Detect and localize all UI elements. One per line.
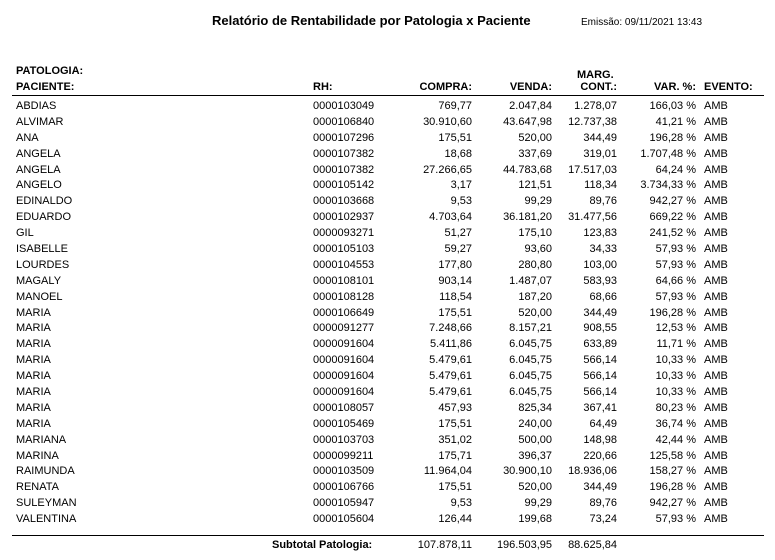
cell-compra: 769,77 — [438, 100, 472, 112]
subtotal-marg: 88.625,84 — [568, 539, 617, 551]
cell-marg-cont: 633,89 — [583, 338, 617, 351]
cell-compra: 903,14 — [438, 274, 472, 287]
cell-marg-cont: 344,49 — [583, 131, 617, 144]
cell-marg-cont: 908,55 — [583, 322, 617, 335]
cell-evento: AMB — [704, 370, 728, 383]
cell-marg-cont: 344,49 — [583, 306, 617, 319]
cell-venda: 520,00 — [518, 306, 552, 319]
cell-rh: 0000106840 — [313, 115, 375, 128]
cell-paciente: MARINA — [16, 449, 59, 462]
table-row — [0, 369, 775, 385]
cell-venda: 6.045,75 — [509, 338, 552, 351]
subtotal-divider — [12, 535, 764, 536]
cell-rh: 0000105947 — [313, 497, 375, 510]
cell-var-pct: 57,93 % — [655, 243, 696, 256]
cell-evento: AMB — [704, 274, 728, 287]
cell-paciente: ALVIMAR — [16, 115, 64, 128]
cell-var-pct: 942,27 % — [649, 195, 696, 208]
cell-marg-cont: 566,14 — [583, 370, 617, 383]
cell-var-pct: 57,93 % — [655, 513, 696, 526]
cell-rh: 0000102937 — [313, 211, 375, 224]
cell-var-pct: 10,33 % — [655, 354, 696, 367]
cell-paciente: MARIA — [16, 401, 51, 414]
table-row — [0, 274, 775, 290]
cell-venda: 99,29 — [524, 497, 552, 510]
cell-evento: AMB — [704, 163, 728, 176]
cell-paciente: LOURDES — [16, 258, 70, 271]
cell-marg-cont: 89,76 — [589, 195, 617, 208]
cell-paciente: RENATA — [16, 481, 59, 494]
cell-rh: 0000107382 — [313, 147, 375, 160]
cell-compra: 7.248,66 — [429, 322, 472, 335]
header-var: VAR. %: — [654, 81, 696, 93]
cell-var-pct: 80,23 % — [655, 401, 696, 414]
cell-paciente: MARIA — [16, 322, 51, 335]
table-row — [0, 306, 775, 322]
cell-var-pct: 196,28 % — [649, 306, 696, 319]
cell-venda: 6.045,75 — [509, 370, 552, 383]
table-row — [0, 480, 775, 496]
cell-compra: 51,27 — [444, 227, 472, 240]
cell-var-pct: 64,66 % — [655, 274, 696, 287]
header-paciente: PACIENTE: — [16, 81, 75, 93]
cell-marg-cont: 17.517,03 — [568, 163, 617, 176]
report-table-body — [0, 99, 775, 528]
header-divider — [12, 95, 764, 96]
cell-marg-cont: 566,14 — [583, 386, 617, 399]
cell-evento: AMB — [704, 258, 728, 271]
cell-compra: 9,53 — [450, 497, 472, 510]
cell-compra: 177,80 — [438, 258, 472, 271]
cell-rh: 0000105142 — [313, 179, 375, 192]
cell-venda: 93,60 — [524, 243, 552, 256]
cell-rh: 0000108057 — [313, 401, 375, 414]
cell-var-pct: 3.734,33 % — [640, 179, 696, 192]
cell-compra: 175,51 — [438, 131, 472, 144]
emission-date: Emissão: 09/11/2021 13:43 — [581, 17, 703, 28]
cell-evento: AMB — [704, 131, 728, 144]
cell-var-pct: 42,44 % — [655, 433, 696, 446]
cell-var-pct: 11,71 % — [656, 338, 696, 351]
cell-evento: AMB — [704, 100, 728, 112]
cell-marg-cont: 73,24 — [589, 513, 617, 526]
cell-marg-cont: 148,98 — [583, 433, 617, 446]
table-row — [0, 433, 775, 449]
cell-compra: 175,51 — [438, 481, 472, 494]
cell-venda: 520,00 — [518, 131, 552, 144]
cell-rh: 0000105604 — [313, 513, 375, 526]
cell-evento: AMB — [704, 497, 728, 510]
cell-evento: AMB — [704, 449, 728, 462]
table-row — [0, 449, 775, 465]
cell-venda: 825,34 — [518, 401, 552, 414]
cell-rh: 0000103703 — [313, 433, 375, 446]
cell-evento: AMB — [704, 290, 728, 303]
cell-compra: 27.266,65 — [423, 163, 472, 176]
table-row — [0, 163, 775, 179]
cell-paciente: SULEYMAN — [16, 497, 77, 510]
cell-var-pct: 12,53 % — [655, 322, 696, 335]
cell-rh: 0000107382 — [313, 163, 375, 176]
cell-var-pct: 125,58 % — [649, 449, 696, 462]
cell-venda: 30.900,10 — [503, 465, 552, 478]
cell-var-pct: 241,52 % — [649, 227, 696, 240]
cell-paciente: MARIA — [16, 338, 51, 351]
cell-var-pct: 166,03 % — [649, 100, 696, 112]
cell-compra: 175,51 — [438, 417, 472, 430]
cell-compra: 5.479,61 — [429, 386, 472, 399]
cell-rh: 0000093271 — [313, 227, 375, 240]
table-row — [0, 496, 775, 512]
table-row — [0, 321, 775, 337]
cell-rh: 0000106766 — [313, 481, 375, 494]
cell-rh: 0000103049 — [313, 100, 375, 112]
cell-venda: 199,68 — [518, 513, 552, 526]
cell-paciente: MARIA — [16, 354, 51, 367]
table-row — [0, 210, 775, 226]
cell-compra: 30.910,60 — [423, 115, 472, 128]
cell-marg-cont: 64,49 — [589, 417, 617, 430]
cell-venda: 43.647,98 — [503, 115, 552, 128]
cell-rh: 0000103509 — [313, 465, 375, 478]
cell-compra: 126,44 — [438, 513, 472, 526]
table-row — [0, 512, 775, 528]
cell-rh: 0000091604 — [313, 354, 375, 367]
cell-paciente: RAIMUNDA — [16, 465, 75, 478]
table-row — [0, 401, 775, 417]
cell-paciente: ANGELA — [16, 163, 61, 176]
table-row — [0, 464, 775, 480]
table-row — [0, 242, 775, 258]
cell-evento: AMB — [704, 513, 728, 526]
cell-evento: AMB — [704, 481, 728, 494]
cell-marg-cont: 118,34 — [584, 179, 617, 192]
report-header — [0, 13, 775, 31]
table-row — [0, 131, 775, 147]
report-title: Relatório de Rentabilidade por Patologia x Paciente — [212, 13, 531, 28]
cell-venda: 520,00 — [518, 481, 552, 494]
cell-evento: AMB — [704, 179, 728, 192]
cell-compra: 351,02 — [438, 433, 472, 446]
cell-marg-cont: 68,66 — [589, 290, 617, 303]
cell-var-pct: 158,27 % — [649, 465, 696, 478]
table-row — [0, 290, 775, 306]
cell-paciente: EDUARDO — [16, 211, 72, 224]
header-patologia: PATOLOGIA: — [16, 65, 84, 77]
cell-paciente: MARIANA — [16, 433, 67, 446]
cell-evento: AMB — [704, 115, 728, 128]
cell-venda: 187,20 — [518, 290, 552, 303]
cell-rh: 0000091277 — [313, 322, 375, 335]
cell-compra: 11.964,04 — [423, 465, 472, 478]
table-row — [0, 99, 775, 115]
cell-compra: 175,51 — [438, 306, 472, 319]
cell-paciente: VALENTINA — [16, 513, 77, 526]
cell-var-pct: 1.707,48 % — [640, 147, 696, 160]
cell-rh: 0000105103 — [313, 243, 375, 256]
cell-rh: 0000106649 — [313, 306, 375, 319]
cell-compra: 4.703,64 — [429, 211, 472, 224]
header-evento: EVENTO: — [704, 81, 753, 93]
table-row — [0, 178, 775, 194]
cell-marg-cont: 34,33 — [589, 243, 617, 256]
cell-marg-cont: 319,01 — [583, 147, 617, 160]
cell-venda: 175,10 — [518, 227, 552, 240]
subtotal-venda: 196.503,95 — [496, 539, 552, 551]
cell-var-pct: 64,24 % — [655, 163, 696, 176]
cell-paciente: GIL — [16, 227, 34, 240]
cell-rh: 0000108101 — [313, 274, 375, 287]
cell-evento: AMB — [704, 243, 728, 256]
cell-rh: 0000091604 — [313, 338, 375, 351]
cell-compra: 59,27 — [444, 243, 472, 256]
cell-venda: 8.157,21 — [509, 322, 552, 335]
cell-marg-cont: 367,41 — [583, 401, 617, 414]
cell-marg-cont: 123,83 — [583, 227, 617, 240]
cell-evento: AMB — [704, 433, 728, 446]
cell-evento: AMB — [704, 401, 728, 414]
cell-paciente: MANOEL — [16, 290, 63, 303]
cell-evento: AMB — [704, 147, 728, 160]
cell-evento: AMB — [704, 195, 728, 208]
header-compra: COMPRA: — [419, 81, 472, 93]
cell-paciente: MARIA — [16, 386, 51, 399]
cell-rh: 0000103668 — [313, 195, 375, 208]
cell-marg-cont: 89,76 — [589, 497, 617, 510]
cell-compra: 5.479,61 — [429, 354, 472, 367]
cell-venda: 1.487,07 — [509, 274, 552, 287]
table-row — [0, 258, 775, 274]
cell-evento: AMB — [704, 465, 728, 478]
cell-var-pct: 57,93 % — [655, 290, 696, 303]
cell-evento: AMB — [704, 211, 728, 224]
table-row — [0, 385, 775, 401]
cell-evento: AMB — [704, 417, 728, 430]
cell-evento: AMB — [704, 227, 728, 240]
cell-compra: 5.479,61 — [429, 370, 472, 383]
cell-marg-cont: 583,93 — [583, 274, 617, 287]
cell-paciente: MARIA — [16, 370, 51, 383]
cell-compra: 18,68 — [444, 147, 472, 160]
cell-var-pct: 196,28 % — [649, 131, 696, 144]
cell-rh: 0000107296 — [313, 131, 375, 144]
cell-paciente: ISABELLE — [16, 243, 68, 256]
cell-venda: 36.181,20 — [503, 211, 552, 224]
table-row — [0, 226, 775, 242]
cell-marg-cont: 344,49 — [583, 481, 617, 494]
cell-rh: 0000091604 — [313, 370, 375, 383]
cell-marg-cont: 103,00 — [583, 258, 617, 271]
cell-rh: 0000099211 — [313, 449, 374, 462]
cell-venda: 6.045,75 — [509, 354, 552, 367]
cell-rh: 0000104553 — [313, 258, 375, 271]
cell-paciente: ABDIAS — [16, 100, 57, 112]
table-row — [0, 353, 775, 369]
cell-rh: 0000108128 — [313, 290, 375, 303]
table-row — [0, 194, 775, 210]
cell-rh: 0000091604 — [313, 386, 375, 399]
table-row — [0, 115, 775, 131]
cell-var-pct: 41,21 % — [655, 115, 696, 128]
cell-paciente: EDINALDO — [16, 195, 73, 208]
cell-compra: 118,54 — [439, 290, 472, 303]
cell-marg-cont: 12.737,38 — [568, 115, 617, 128]
cell-venda: 44.783,68 — [503, 163, 552, 176]
cell-compra: 5.411,86 — [429, 338, 472, 351]
cell-venda: 280,80 — [518, 258, 552, 271]
subtotal-label: Subtotal Patologia: — [272, 539, 373, 551]
cell-paciente: ANGELA — [16, 147, 61, 160]
cell-paciente: MARIA — [16, 417, 51, 430]
cell-venda: 500,00 — [518, 433, 552, 446]
header-venda: VENDA: — [509, 81, 552, 93]
cell-paciente: ANGELO — [16, 179, 62, 192]
cell-marg-cont: 1.278,07 — [574, 100, 617, 112]
cell-evento: AMB — [704, 354, 728, 367]
cell-venda: 6.045,75 — [509, 386, 552, 399]
cell-marg-cont: 18.936,06 — [568, 465, 617, 478]
table-row — [0, 147, 775, 163]
cell-compra: 3,17 — [450, 179, 472, 192]
cell-var-pct: 10,33 % — [655, 386, 696, 399]
cell-venda: 337,69 — [518, 147, 552, 160]
cell-var-pct: 196,28 % — [649, 481, 696, 494]
cell-var-pct: 57,93 % — [655, 258, 696, 271]
cell-var-pct: 669,22 % — [649, 211, 696, 224]
cell-compra: 175,71 — [438, 449, 472, 462]
cell-compra: 9,53 — [450, 195, 472, 208]
cell-compra: 457,93 — [438, 401, 472, 414]
cell-venda: 121,51 — [518, 179, 552, 192]
table-row — [0, 337, 775, 353]
cell-venda: 99,29 — [524, 195, 552, 208]
cell-paciente: MAGALY — [16, 274, 62, 287]
cell-paciente: ANA — [16, 131, 39, 144]
cell-evento: AMB — [704, 338, 728, 351]
subtotal-compra: 107.878,11 — [417, 539, 472, 551]
cell-evento: AMB — [704, 322, 728, 335]
cell-marg-cont: 220,66 — [583, 449, 617, 462]
cell-var-pct: 10,33 % — [655, 370, 696, 383]
cell-var-pct: 36,74 % — [655, 417, 696, 430]
cell-marg-cont: 31.477,56 — [568, 211, 617, 224]
header-marg-top: MARG. — [577, 69, 614, 81]
cell-paciente: MARIA — [16, 306, 51, 319]
cell-marg-cont: 566,14 — [583, 354, 617, 367]
cell-venda: 396,37 — [518, 449, 552, 462]
table-row — [0, 417, 775, 433]
cell-evento: AMB — [704, 386, 728, 399]
cell-venda: 2.047,84 — [509, 100, 552, 112]
header-rh: RH: — [313, 81, 333, 93]
cell-evento: AMB — [704, 306, 728, 319]
cell-rh: 0000105469 — [313, 417, 375, 430]
cell-venda: 240,00 — [518, 417, 552, 430]
cell-var-pct: 942,27 % — [649, 497, 696, 510]
header-marg-bottom: CONT.: — [580, 81, 617, 93]
